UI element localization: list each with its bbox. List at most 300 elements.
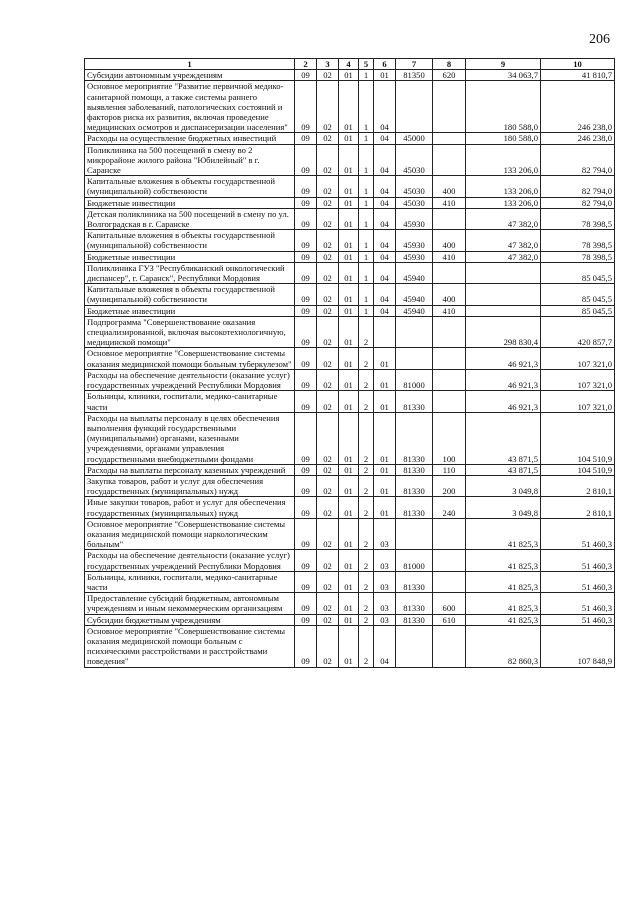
row-program: 01 [339, 593, 359, 614]
table-row [85, 262, 615, 283]
header-col-3: 3 [317, 59, 339, 70]
table-row [85, 369, 615, 390]
row-program: 01 [339, 176, 359, 197]
table-row [85, 571, 615, 592]
row-value-year-1: 41 825,3 [466, 614, 541, 625]
row-subprogram: 2 [359, 571, 374, 592]
row-section: 09 [295, 133, 317, 144]
row-subprogram: 1 [359, 251, 374, 262]
row-program: 01 [339, 464, 359, 475]
header-col-4: 4 [339, 59, 359, 70]
row-event: 03 [374, 571, 396, 592]
row-name: Основное мероприятие "Совершенствование системы оказания медицинской помощи больным туберкулезом" [85, 348, 295, 369]
row-name: Капитальные вложения в объекты государственной (муниципальной) собственности [85, 176, 295, 197]
row-direction: 45930 [396, 230, 433, 251]
row-subsection: 02 [317, 133, 339, 144]
row-value-year-1: 46 921,3 [466, 369, 541, 390]
row-section: 09 [295, 70, 317, 81]
row-subsection: 02 [317, 518, 339, 550]
row-name: Основное мероприятие "Развитие первичной медико-санитарной помощи, а также системы раннего выявления заболеваний, патологических состояний и факторов риска их развития, включая проведение медицинских осмотров и диспансеризации населения" [85, 81, 295, 133]
row-subprogram: 1 [359, 70, 374, 81]
row-expense-type [433, 262, 466, 283]
row-value-year-2: 85 045,5 [541, 284, 615, 305]
row-value-year-1 [466, 305, 541, 316]
row-value-year-1: 41 825,3 [466, 571, 541, 592]
row-expense-type [433, 369, 466, 390]
row-value-year-2: 82 794,0 [541, 144, 615, 176]
row-name: Расходы на обеспечение деятельности (оказание услуг) государственных учреждений Республики Мордовия [85, 369, 295, 390]
row-section: 09 [295, 144, 317, 176]
row-value-year-1: 82 860,3 [466, 625, 541, 667]
row-subprogram: 1 [359, 144, 374, 176]
row-direction: 45940 [396, 305, 433, 316]
row-subprogram: 1 [359, 262, 374, 283]
row-value-year-1: 41 825,3 [466, 593, 541, 614]
row-program: 01 [339, 262, 359, 283]
row-event: 01 [374, 412, 396, 464]
table-row [85, 412, 615, 464]
row-subsection: 02 [317, 550, 339, 571]
row-direction: 81330 [396, 464, 433, 475]
row-subsection: 02 [317, 197, 339, 208]
row-section: 09 [295, 464, 317, 475]
row-subprogram: 1 [359, 305, 374, 316]
row-direction: 45930 [396, 251, 433, 262]
row-expense-type [433, 625, 466, 667]
row-section: 09 [295, 614, 317, 625]
row-subprogram: 1 [359, 176, 374, 197]
row-subprogram: 2 [359, 518, 374, 550]
row-expense-type [433, 571, 466, 592]
row-name: Бюджетные инвестиции [85, 305, 295, 316]
row-value-year-2: 85 045,5 [541, 305, 615, 316]
header-col-8: 8 [433, 59, 466, 70]
header-col-9: 9 [466, 59, 541, 70]
row-subsection: 02 [317, 614, 339, 625]
row-value-year-2: 41 810,7 [541, 70, 615, 81]
table-row [85, 208, 615, 229]
table-row [85, 497, 615, 518]
row-expense-type [433, 348, 466, 369]
row-event: 04 [374, 133, 396, 144]
row-expense-type: 600 [433, 593, 466, 614]
row-value-year-1: 43 871,5 [466, 464, 541, 475]
row-value-year-2: 246 238,0 [541, 81, 615, 133]
row-expense-type [433, 316, 466, 348]
row-program: 01 [339, 475, 359, 496]
row-expense-type: 410 [433, 197, 466, 208]
row-section: 09 [295, 230, 317, 251]
row-event: 04 [374, 176, 396, 197]
row-event: 01 [374, 497, 396, 518]
row-name: Субсидии автономным учреждениям [85, 70, 295, 81]
row-program: 01 [339, 348, 359, 369]
row-subsection: 02 [317, 316, 339, 348]
row-value-year-1: 133 206,0 [466, 144, 541, 176]
row-program: 01 [339, 614, 359, 625]
row-subsection: 02 [317, 497, 339, 518]
row-section: 09 [295, 81, 317, 133]
row-subprogram: 1 [359, 133, 374, 144]
table-row [85, 305, 615, 316]
row-direction: 45030 [396, 144, 433, 176]
row-subprogram: 2 [359, 464, 374, 475]
row-event [374, 316, 396, 348]
budget-table [84, 58, 615, 668]
row-subprogram: 2 [359, 550, 374, 571]
row-event: 01 [374, 464, 396, 475]
row-value-year-2: 85 045,5 [541, 262, 615, 283]
row-direction: 45000 [396, 133, 433, 144]
row-direction: 81330 [396, 475, 433, 496]
row-expense-type: 400 [433, 176, 466, 197]
row-expense-type: 240 [433, 497, 466, 518]
row-event: 04 [374, 81, 396, 133]
row-subprogram: 1 [359, 284, 374, 305]
row-name: Расходы на обеспечение деятельности (оказание услуг) государственных учреждений Республики Мордовия [85, 550, 295, 571]
row-event: 04 [374, 197, 396, 208]
row-expense-type: 410 [433, 305, 466, 316]
row-event: 03 [374, 614, 396, 625]
row-subsection: 02 [317, 475, 339, 496]
row-subsection: 02 [317, 348, 339, 369]
row-section: 09 [295, 348, 317, 369]
row-expense-type [433, 133, 466, 144]
row-program: 01 [339, 197, 359, 208]
row-direction: 45030 [396, 176, 433, 197]
header-col-2: 2 [295, 59, 317, 70]
row-direction: 45940 [396, 284, 433, 305]
row-direction [396, 518, 433, 550]
table-row [85, 70, 615, 81]
table-row [85, 81, 615, 133]
row-subsection: 02 [317, 412, 339, 464]
row-subsection: 02 [317, 208, 339, 229]
row-direction [396, 316, 433, 348]
row-name: Больницы, клиники, госпитали, медико-санитарные части [85, 391, 295, 412]
row-event: 04 [374, 144, 396, 176]
row-program: 01 [339, 208, 359, 229]
row-program: 01 [339, 316, 359, 348]
row-value-year-2: 2 810,1 [541, 497, 615, 518]
row-event: 01 [374, 369, 396, 390]
row-event: 01 [374, 475, 396, 496]
row-expense-type: 400 [433, 284, 466, 305]
row-value-year-2: 78 398,5 [541, 208, 615, 229]
row-section: 09 [295, 475, 317, 496]
row-program: 01 [339, 70, 359, 81]
row-value-year-2: 107 848,9 [541, 625, 615, 667]
header-col-7: 7 [396, 59, 433, 70]
row-name: Поликлиника на 500 посещений в смену во 2 микрорайоне жилого района "Юбилейный" в г. Саранске [85, 144, 295, 176]
row-direction: 81330 [396, 497, 433, 518]
row-program: 01 [339, 81, 359, 133]
row-program: 01 [339, 251, 359, 262]
row-direction [396, 81, 433, 133]
row-value-year-1: 47 382,0 [466, 251, 541, 262]
row-direction: 81000 [396, 369, 433, 390]
row-subsection: 02 [317, 571, 339, 592]
row-value-year-1: 41 825,3 [466, 518, 541, 550]
row-value-year-1 [466, 262, 541, 283]
row-program: 01 [339, 497, 359, 518]
row-event: 04 [374, 251, 396, 262]
table-row [85, 625, 615, 667]
table-row [85, 464, 615, 475]
row-expense-type [433, 208, 466, 229]
row-direction: 81330 [396, 412, 433, 464]
table-row [85, 284, 615, 305]
table-row [85, 614, 615, 625]
row-direction: 45030 [396, 197, 433, 208]
row-name: Закупка товаров, работ и услуг для обеспечения государственных (муниципальных) нужд [85, 475, 295, 496]
row-subprogram: 1 [359, 208, 374, 229]
row-name: Расходы на осуществление бюджетных инвестиций [85, 133, 295, 144]
row-value-year-2: 51 460,3 [541, 550, 615, 571]
row-subsection: 02 [317, 70, 339, 81]
header-col-10: 10 [541, 59, 615, 70]
row-value-year-1: 46 921,3 [466, 391, 541, 412]
row-value-year-1: 298 830,4 [466, 316, 541, 348]
row-name: Расходы на выплаты персоналу в целях обеспечения выполнения функций государственными (муниципальными) органами, казенными учреждениями, органами управления государственными внебюджетными фондами [85, 412, 295, 464]
row-section: 09 [295, 369, 317, 390]
row-name: Бюджетные инвестиции [85, 197, 295, 208]
table-row [85, 593, 615, 614]
row-subsection: 02 [317, 369, 339, 390]
table-row [85, 251, 615, 262]
row-name: Бюджетные инвестиции [85, 251, 295, 262]
row-value-year-2: 2 810,1 [541, 475, 615, 496]
row-program: 01 [339, 518, 359, 550]
table-row [85, 518, 615, 550]
row-subprogram: 2 [359, 593, 374, 614]
row-section: 09 [295, 625, 317, 667]
row-subsection: 02 [317, 593, 339, 614]
row-value-year-2: 82 794,0 [541, 197, 615, 208]
header-col-1: 1 [85, 59, 295, 70]
row-section: 09 [295, 550, 317, 571]
row-section: 09 [295, 284, 317, 305]
row-value-year-2: 104 510,9 [541, 464, 615, 475]
table-row [85, 230, 615, 251]
row-program: 01 [339, 550, 359, 571]
row-direction: 81330 [396, 571, 433, 592]
row-subsection: 02 [317, 464, 339, 475]
row-direction: 45940 [396, 262, 433, 283]
row-subprogram: 2 [359, 625, 374, 667]
row-section: 09 [295, 197, 317, 208]
row-subsection: 02 [317, 176, 339, 197]
row-subprogram: 2 [359, 316, 374, 348]
row-subprogram: 2 [359, 497, 374, 518]
row-name: Подпрограмма "Совершенствование оказания специализированной, включая высокотехнологичную, медицинской помощи" [85, 316, 295, 348]
row-value-year-2: 107 321,0 [541, 391, 615, 412]
row-value-year-1: 133 206,0 [466, 197, 541, 208]
row-name: Поликлиника ГУЗ "Республиканский онкологический диспансер", г. Саранск", Республики Мордовия [85, 262, 295, 283]
row-section: 09 [295, 316, 317, 348]
row-value-year-1: 180 588,0 [466, 133, 541, 144]
row-name: Субсидии бюджетным учреждениям [85, 614, 295, 625]
row-subsection: 02 [317, 251, 339, 262]
row-value-year-2: 78 398,5 [541, 230, 615, 251]
row-name: Детская поликлиника на 500 посещений в смену по ул. Волгоградская в г. Саранске [85, 208, 295, 229]
row-value-year-1: 47 382,0 [466, 230, 541, 251]
row-value-year-1: 46 921,3 [466, 348, 541, 369]
row-section: 09 [295, 208, 317, 229]
row-value-year-2: 246 238,0 [541, 133, 615, 144]
row-event: 01 [374, 70, 396, 81]
row-program: 01 [339, 571, 359, 592]
row-value-year-2: 51 460,3 [541, 614, 615, 625]
row-section: 09 [295, 305, 317, 316]
row-subprogram: 2 [359, 412, 374, 464]
row-program: 01 [339, 305, 359, 316]
row-subsection: 02 [317, 262, 339, 283]
row-subsection: 02 [317, 305, 339, 316]
row-expense-type [433, 144, 466, 176]
table-row [85, 144, 615, 176]
row-section: 09 [295, 571, 317, 592]
row-section: 09 [295, 497, 317, 518]
row-event: 04 [374, 305, 396, 316]
row-value-year-1: 133 206,0 [466, 176, 541, 197]
row-subsection: 02 [317, 144, 339, 176]
row-section: 09 [295, 262, 317, 283]
row-expense-type: 400 [433, 230, 466, 251]
row-value-year-2: 420 857,7 [541, 316, 615, 348]
row-value-year-2: 104 510,9 [541, 412, 615, 464]
row-section: 09 [295, 593, 317, 614]
row-subsection: 02 [317, 284, 339, 305]
row-program: 01 [339, 412, 359, 464]
row-name: Иные закупки товаров, работ и услуг для обеспечения государственных (муниципальных) нужд [85, 497, 295, 518]
row-event: 03 [374, 518, 396, 550]
row-subprogram: 1 [359, 81, 374, 133]
table-row [85, 550, 615, 571]
table-body [85, 70, 615, 667]
row-value-year-1: 3 049,8 [466, 475, 541, 496]
row-name: Капитальные вложения в объекты государственной (муниципальной) собственности [85, 284, 295, 305]
row-section: 09 [295, 412, 317, 464]
page-number: 206 [589, 32, 610, 47]
table-row [85, 316, 615, 348]
row-name: Основное мероприятие "Совершенствование системы оказания медицинской помощи наркологическим больным" [85, 518, 295, 550]
row-value-year-1: 34 063,7 [466, 70, 541, 81]
table-row [85, 197, 615, 208]
table-row [85, 176, 615, 197]
row-subprogram: 1 [359, 230, 374, 251]
row-event: 03 [374, 550, 396, 571]
row-program: 01 [339, 625, 359, 667]
table-header [85, 59, 615, 70]
header-col-6: 6 [374, 59, 396, 70]
row-value-year-2: 107 321,0 [541, 348, 615, 369]
header-row [85, 59, 615, 70]
row-expense-type: 100 [433, 412, 466, 464]
row-subprogram: 2 [359, 369, 374, 390]
row-direction: 81330 [396, 614, 433, 625]
row-program: 01 [339, 144, 359, 176]
row-value-year-2: 51 460,3 [541, 518, 615, 550]
row-expense-type: 620 [433, 70, 466, 81]
row-value-year-1: 3 049,8 [466, 497, 541, 518]
row-subsection: 02 [317, 391, 339, 412]
row-section: 09 [295, 176, 317, 197]
table-row [85, 475, 615, 496]
row-direction [396, 625, 433, 667]
row-subsection: 02 [317, 625, 339, 667]
row-name: Капитальные вложения в объекты государственной (муниципальной) собственности [85, 230, 295, 251]
row-section: 09 [295, 251, 317, 262]
header-col-5: 5 [359, 59, 374, 70]
row-expense-type [433, 518, 466, 550]
row-event: 04 [374, 230, 396, 251]
row-value-year-1: 47 382,0 [466, 208, 541, 229]
row-value-year-2: 51 460,3 [541, 571, 615, 592]
row-event: 04 [374, 625, 396, 667]
row-subsection: 02 [317, 230, 339, 251]
row-subprogram: 2 [359, 391, 374, 412]
row-event: 04 [374, 262, 396, 283]
row-subprogram: 2 [359, 475, 374, 496]
row-direction: 81350 [396, 70, 433, 81]
table-row [85, 133, 615, 144]
row-section: 09 [295, 391, 317, 412]
row-expense-type [433, 550, 466, 571]
table-row [85, 391, 615, 412]
row-value-year-1: 41 825,3 [466, 550, 541, 571]
row-section: 09 [295, 518, 317, 550]
row-value-year-1 [466, 284, 541, 305]
row-subprogram: 2 [359, 348, 374, 369]
row-expense-type: 200 [433, 475, 466, 496]
row-expense-type: 110 [433, 464, 466, 475]
row-event: 04 [374, 284, 396, 305]
row-direction [396, 348, 433, 369]
row-event: 01 [374, 391, 396, 412]
row-program: 01 [339, 230, 359, 251]
row-expense-type [433, 391, 466, 412]
row-event: 01 [374, 348, 396, 369]
row-value-year-2: 107 321,0 [541, 369, 615, 390]
row-value-year-2: 82 794,0 [541, 176, 615, 197]
row-program: 01 [339, 391, 359, 412]
table-row [85, 348, 615, 369]
row-direction: 81330 [396, 593, 433, 614]
row-name: Расходы на выплаты персоналу казенных учреждений [85, 464, 295, 475]
row-subprogram: 1 [359, 197, 374, 208]
row-event: 04 [374, 208, 396, 229]
row-direction: 81330 [396, 391, 433, 412]
row-value-year-1: 43 871,5 [466, 412, 541, 464]
row-expense-type: 610 [433, 614, 466, 625]
row-program: 01 [339, 369, 359, 390]
row-program: 01 [339, 133, 359, 144]
row-expense-type [433, 81, 466, 133]
row-value-year-2: 51 460,3 [541, 593, 615, 614]
row-subsection: 02 [317, 81, 339, 133]
row-direction: 81000 [396, 550, 433, 571]
row-direction: 45930 [396, 208, 433, 229]
row-subprogram: 2 [359, 614, 374, 625]
row-event: 03 [374, 593, 396, 614]
row-name: Больницы, клиники, госпитали, медико-санитарные части [85, 571, 295, 592]
row-name: Предоставление субсидий бюджетным, автономным учреждениям и иным некоммерческим организациям [85, 593, 295, 614]
row-expense-type: 410 [433, 251, 466, 262]
row-name: Основное мероприятие "Совершенствование системы оказания медицинской помощи больным с психическими расстройствами и расстройствами поведения" [85, 625, 295, 667]
row-value-year-1: 180 588,0 [466, 81, 541, 133]
row-program: 01 [339, 284, 359, 305]
